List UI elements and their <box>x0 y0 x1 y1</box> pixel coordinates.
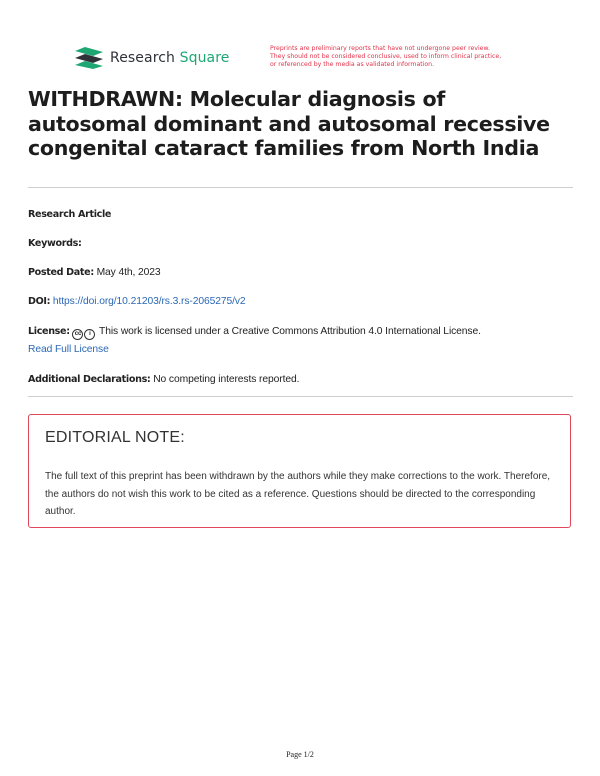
editorial-note-box <box>28 414 571 528</box>
read-full-license-link[interactable]: Read Full License <box>28 344 109 355</box>
research-square-logo-icon <box>75 47 103 69</box>
doi-row <box>28 296 246 307</box>
posted-date-value: May 4th, 2023 <box>96 267 161 278</box>
article-title: WITHDRAWN: Molecular diagnosis of autosomal dominant and autosomal recessive congenital cataract families from North India <box>28 87 550 161</box>
cc-icon: cc <box>72 329 83 340</box>
research-square-logo[interactable] <box>75 47 229 69</box>
article-type: Research Article <box>28 209 112 220</box>
disclaimer-line: They should not be considered conclusive, used to inform clinical practice, <box>270 52 502 60</box>
logo-wordmark <box>110 50 229 66</box>
license-row <box>28 326 481 340</box>
divider <box>28 187 573 188</box>
logo-word-research: Research <box>110 50 176 66</box>
logo-word-square: Square <box>179 50 230 66</box>
declarations-value: No competing interests reported. <box>153 374 300 385</box>
additional-declarations-row <box>28 374 299 385</box>
doi-label: DOI: <box>28 296 51 307</box>
page-number: Page 1/2 <box>286 750 314 759</box>
disclaimer-line: Preprints are preliminary reports that have not undergone peer review. <box>270 45 490 52</box>
license-label: License: <box>28 326 70 337</box>
disclaimer-line: or referenced by the media as validated information. <box>270 60 435 68</box>
cc-by-icon: i <box>84 329 95 340</box>
keywords-row <box>28 238 81 249</box>
license-text: This work is licensed under a Creative Commons Attribution 4.0 International License. <box>99 326 481 337</box>
posted-date-label: Posted Date: <box>28 267 94 278</box>
divider <box>28 396 573 397</box>
editorial-note-heading: EDITORIAL NOTE: <box>45 429 185 446</box>
posted-date-row <box>28 267 161 278</box>
doi-link[interactable]: https://doi.org/10.21203/rs.3.rs-2065275/v2 <box>52 296 246 307</box>
preprint-disclaimer <box>270 45 540 68</box>
editorial-note-body: The full text of this preprint has been withdrawn by the authors while they make corrections to the work. Therefore, the authors do not wish this work to be cited as a reference. Questions should be directed to the corresponding author. <box>45 471 551 517</box>
keywords-label: Keywords: <box>28 238 82 249</box>
declarations-label: Additional Declarations: <box>28 374 151 385</box>
